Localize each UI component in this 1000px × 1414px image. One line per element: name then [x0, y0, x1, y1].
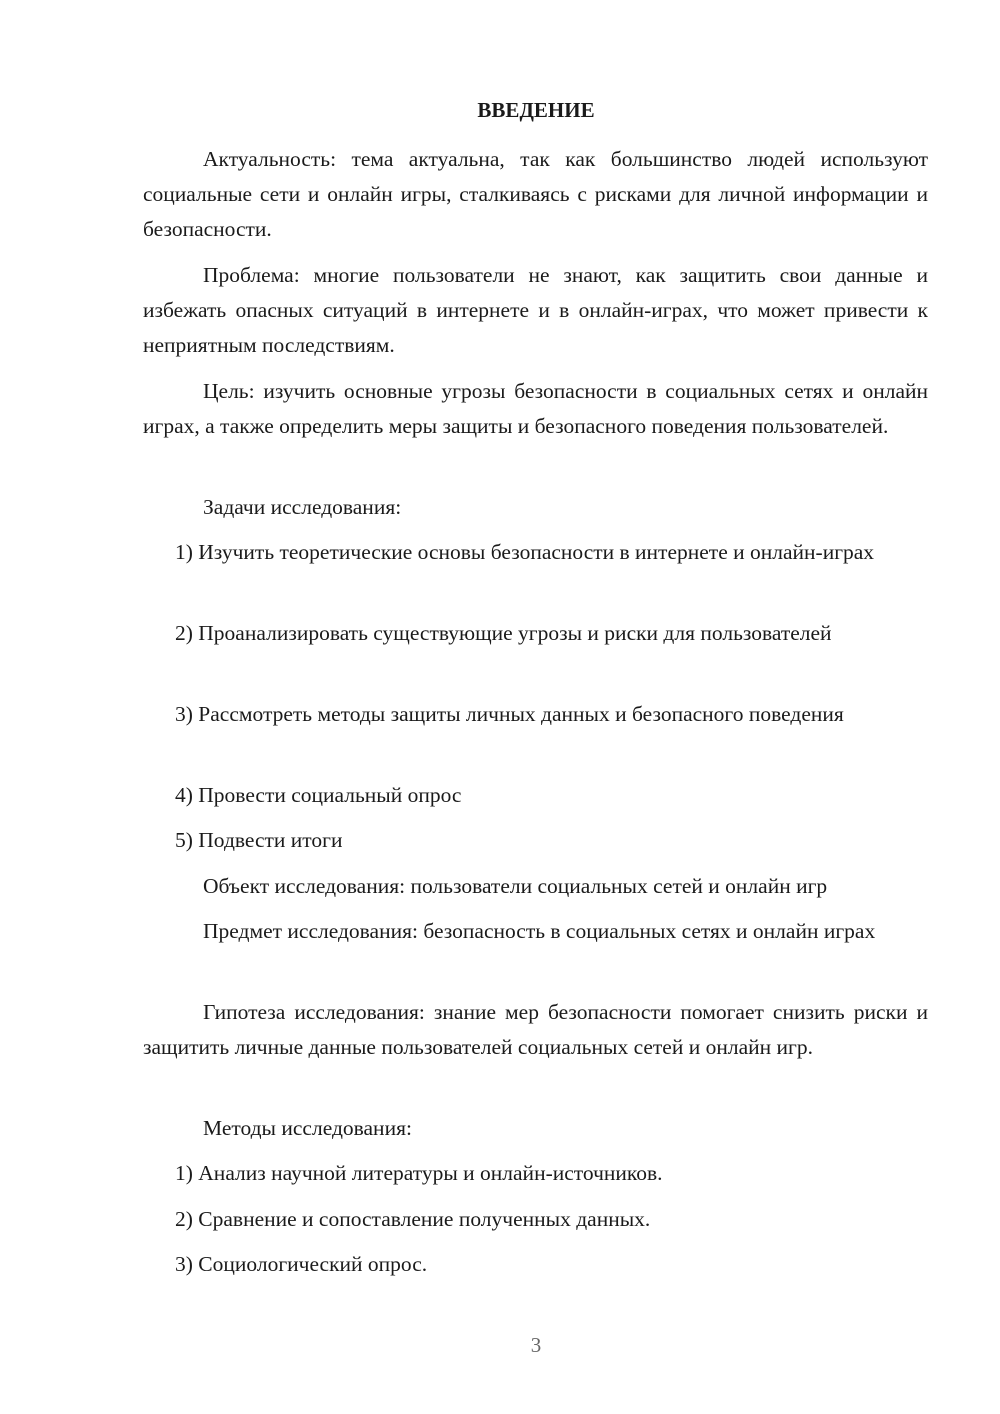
paragraph-goal: Цель: изучить основные угрозы безопасности в социальных сетях и онлайн играх, а также определить меры защиты и безопасного поведения пользователей.: [143, 379, 928, 438]
page-number: 3: [530, 1333, 542, 1357]
task-item-1: 1) Изучить теоретические основы безопасности в интернете и онлайн-играх: [175, 540, 875, 564]
method-item-2: 2) Сравнение и сопоставление полученных данных.: [175, 1207, 651, 1231]
paragraph-object: Объект исследования: пользователи социальных сетей и онлайн игр: [203, 874, 828, 898]
page-heading: ВВЕДЕНИЕ: [477, 98, 595, 122]
paragraph-problem: Проблема: многие пользователи не знают, как защитить свои данные и избежать опасных ситуаций в интернете и в онлайн-играх, что может привести к неприятным последствиям.: [143, 263, 928, 357]
method-item-1: 1) Анализ научной литературы и онлайн-источников.: [175, 1161, 663, 1185]
paragraph-subject: Предмет исследования: безопасность в социальных сетях и онлайн играх: [203, 919, 876, 943]
paragraph-methods-heading: Методы исследования:: [203, 1116, 412, 1140]
paragraph-relevance: Актуальность: тема актуальна, так как большинство людей используют социальные сети и онлайн игры, сталкиваясь с рисками для личной информации и безопасности.: [143, 147, 928, 241]
task-item-5: 5) Подвести итоги: [175, 828, 343, 852]
task-item-3: 3) Рассмотреть методы защиты личных данных и безопасного поведения: [175, 702, 844, 726]
task-item-2: 2) Проанализировать существующие угрозы и риски для пользователей: [175, 621, 832, 645]
paragraph-tasks-heading: Задачи исследования:: [203, 495, 402, 519]
task-item-4: 4) Провести социальный опрос: [175, 783, 462, 807]
method-item-3: 3) Социологический опрос.: [175, 1252, 428, 1276]
paragraph-hypothesis: Гипотеза исследования: знание мер безопасности помогает снизить риски и защитить личные данные пользователей социальных сетей и онлайн игр.: [143, 1000, 928, 1059]
